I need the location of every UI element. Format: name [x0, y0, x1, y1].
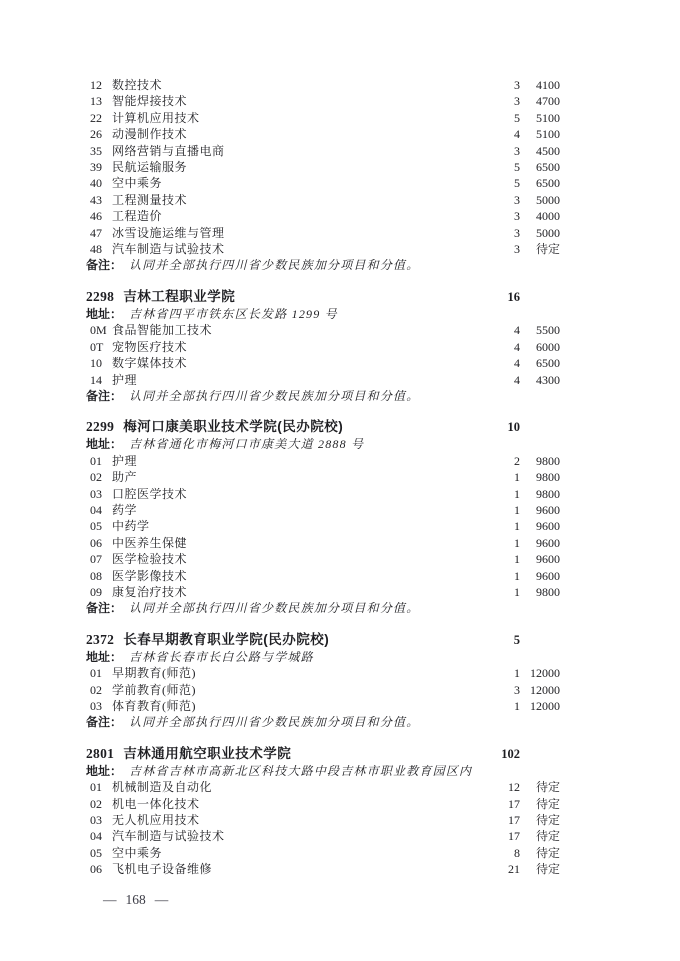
college-address-row [86, 763, 560, 779]
major-code: 03 [90, 813, 102, 828]
major-tuition-fee: 4500 [536, 143, 560, 158]
major-name: 智能焊接技术 [112, 94, 188, 109]
major-name: 汽车制造与试验技术 [112, 242, 225, 257]
major-code: 22 [90, 110, 102, 125]
major-row [86, 93, 560, 109]
major-plan-count: 1 [514, 666, 520, 681]
major-tuition-fee: 待定 [535, 845, 560, 860]
majors-list [86, 77, 560, 257]
college-name: 吉林工程职业学院 [123, 288, 236, 304]
major-code: 04 [90, 502, 102, 517]
major-row [86, 322, 560, 338]
major-code: 46 [90, 209, 102, 224]
major-name: 民航运输服务 [112, 160, 188, 175]
major-tuition-fee: 6000 [536, 339, 560, 354]
major-tuition-fee: 5000 [536, 225, 560, 240]
major-row [86, 502, 560, 518]
major-code: 05 [90, 845, 102, 860]
major-row [86, 372, 560, 388]
major-plan-count: 3 [514, 192, 520, 207]
major-name: 口腔医学技术 [112, 486, 188, 501]
major-name: 助产 [112, 470, 138, 485]
major-name: 数字媒体技术 [112, 356, 188, 371]
major-tuition-fee: 6500 [536, 176, 560, 191]
major-name: 无人机应用技术 [112, 813, 200, 828]
sections-container [86, 77, 560, 878]
remark-row [86, 600, 560, 616]
major-tuition-fee: 9800 [536, 453, 560, 468]
major-plan-count: 1 [514, 486, 520, 501]
college-section [86, 745, 560, 878]
major-tuition-fee: 12000 [530, 666, 560, 681]
majors-list [86, 779, 560, 877]
footer-dash-left: — [103, 892, 117, 907]
major-tuition-fee: 4700 [536, 94, 560, 109]
remark-label: 备注： [86, 715, 123, 730]
major-tuition-fee: 5100 [536, 127, 560, 142]
major-name: 医学影像技术 [112, 568, 188, 583]
major-name: 中药学 [112, 519, 150, 534]
major-code: 01 [90, 780, 102, 795]
major-plan-count: 1 [514, 584, 520, 599]
major-tuition-fee: 9800 [536, 486, 560, 501]
major-name: 冰雪设施运维与管理 [112, 225, 225, 240]
major-code: 02 [90, 470, 102, 485]
college-total-count: 102 [501, 746, 520, 761]
major-code: 06 [90, 862, 102, 877]
major-tuition-fee: 待定 [535, 780, 560, 795]
college-total-count: 5 [513, 632, 520, 647]
remark-text: 认同并全部执行四川省少数民族加分项目和分值。 [129, 601, 420, 616]
major-plan-count: 3 [514, 94, 520, 109]
major-code: 14 [90, 372, 102, 387]
major-row [86, 126, 560, 142]
major-name: 早期教育(师范) [112, 666, 196, 681]
major-row [86, 845, 560, 861]
major-name: 宠物医疗技术 [112, 339, 188, 354]
major-row [86, 175, 560, 191]
major-code: 07 [90, 552, 102, 567]
major-tuition-fee: 4100 [536, 78, 560, 92]
major-code: 02 [90, 682, 102, 697]
major-plan-count: 17 [508, 796, 520, 811]
major-tuition-fee: 12000 [530, 699, 560, 713]
remark-label: 备注： [86, 601, 123, 616]
address-text: 吉林省通化市梅河口市康美大道 2888 号 [129, 437, 365, 452]
major-tuition-fee: 9600 [536, 502, 560, 517]
remark-text: 认同并全部执行四川省少数民族加分项目和分值。 [129, 388, 420, 403]
major-tuition-fee: 待定 [535, 829, 560, 844]
major-code: 05 [90, 519, 102, 534]
address-text: 吉林省长春市长白公路与学城路 [129, 649, 314, 664]
major-row [86, 225, 560, 241]
major-tuition-fee: 9800 [536, 470, 560, 485]
major-plan-count: 1 [514, 502, 520, 517]
major-plan-count: 1 [514, 535, 520, 550]
major-tuition-fee: 5500 [536, 323, 560, 338]
college-name: 吉林通用航空职业技术学院 [123, 745, 292, 761]
major-name: 中医养生保健 [112, 535, 188, 550]
major-code: 03 [90, 486, 102, 501]
major-code: 40 [90, 176, 102, 191]
major-row [86, 518, 560, 534]
major-code: 0T [90, 339, 104, 354]
page-footer [103, 892, 168, 908]
major-row [86, 143, 560, 159]
major-plan-count: 2 [514, 453, 520, 468]
major-plan-count: 5 [514, 176, 520, 191]
major-row [86, 698, 560, 714]
college-total-count: 16 [507, 289, 520, 304]
major-row [86, 486, 560, 502]
major-code: 01 [90, 666, 102, 681]
college-address-row [86, 649, 560, 665]
major-row [86, 551, 560, 567]
major-row [86, 665, 560, 681]
major-name: 体育教育(师范) [112, 699, 196, 713]
major-name: 康复治疗技术 [112, 584, 188, 599]
college-code: 2801 [86, 745, 115, 761]
major-row [86, 159, 560, 175]
major-code: 13 [90, 94, 102, 109]
major-code: 0M [90, 323, 107, 338]
major-name: 护理 [112, 372, 138, 387]
major-name: 食品智能加工技术 [112, 323, 213, 338]
major-name: 工程测量技术 [112, 192, 188, 207]
major-name: 工程造价 [112, 209, 163, 224]
major-code: 35 [90, 143, 102, 158]
remark-row [86, 388, 560, 404]
major-row [86, 208, 560, 224]
major-name: 护理 [112, 453, 138, 468]
college-section [86, 418, 560, 616]
college-code: 2299 [86, 419, 115, 435]
major-plan-count: 4 [514, 372, 520, 387]
major-plan-count: 8 [514, 845, 520, 860]
major-plan-count: 4 [514, 127, 520, 142]
major-plan-count: 3 [514, 682, 520, 697]
major-code: 01 [90, 453, 102, 468]
remark-label: 备注： [86, 258, 123, 273]
major-tuition-fee: 待定 [535, 242, 560, 257]
college-section [86, 77, 560, 274]
major-row [86, 861, 560, 877]
major-plan-count: 17 [508, 829, 520, 844]
college-total-count: 10 [507, 420, 520, 435]
major-tuition-fee: 待定 [535, 813, 560, 828]
major-plan-count: 3 [514, 242, 520, 257]
majors-list [86, 322, 560, 388]
major-plan-count: 5 [514, 160, 520, 175]
major-tuition-fee: 4300 [536, 372, 560, 387]
major-tuition-fee: 5000 [536, 192, 560, 207]
major-code: 12 [90, 78, 102, 92]
major-name: 机械制造及自动化 [112, 780, 213, 795]
major-code: 26 [90, 127, 102, 142]
major-name: 数控技术 [112, 78, 163, 92]
major-row [86, 110, 560, 126]
major-row [86, 812, 560, 828]
page-number: 168 [125, 892, 146, 907]
major-name: 药学 [112, 502, 138, 517]
college-header [86, 631, 560, 649]
major-plan-count: 1 [514, 470, 520, 485]
major-row [86, 796, 560, 812]
major-name: 空中乘务 [112, 845, 163, 860]
major-plan-count: 1 [514, 568, 520, 583]
major-tuition-fee: 待定 [535, 796, 560, 811]
college-code: 2298 [86, 288, 115, 304]
major-plan-count: 1 [514, 519, 520, 534]
major-plan-count: 4 [514, 356, 520, 371]
major-plan-count: 12 [508, 780, 520, 795]
college-address-row [86, 306, 560, 322]
major-plan-count: 17 [508, 813, 520, 828]
major-tuition-fee: 5100 [536, 110, 560, 125]
major-row [86, 453, 560, 469]
address-label: 地址： [86, 763, 123, 778]
major-tuition-fee: 4000 [536, 209, 560, 224]
major-row [86, 77, 560, 93]
college-header [86, 745, 560, 763]
major-name: 飞机电子设备维修 [112, 862, 213, 877]
major-code: 02 [90, 796, 102, 811]
college-address-row [86, 436, 560, 452]
college-code: 2372 [86, 631, 115, 647]
major-plan-count: 3 [514, 143, 520, 158]
major-plan-count: 4 [514, 339, 520, 354]
college-header [86, 288, 560, 306]
major-plan-count: 3 [514, 78, 520, 92]
address-text: 吉林省四平市铁东区长发路 1299 号 [129, 306, 338, 321]
college-section [86, 288, 560, 404]
major-code: 48 [90, 242, 102, 257]
major-name: 空中乘务 [112, 176, 163, 191]
remark-row [86, 714, 560, 730]
footer-dash-right: — [154, 892, 169, 907]
address-text: 吉林省吉林市高新北区科技大路中段吉林市职业教育园区内 [129, 763, 473, 778]
major-plan-count: 1 [514, 552, 520, 567]
major-code: 04 [90, 829, 102, 844]
remark-text: 认同并全部执行四川省少数民族加分项目和分值。 [129, 715, 420, 730]
major-tuition-fee: 12000 [530, 682, 560, 697]
college-header [86, 418, 560, 436]
major-name: 学前教育(师范) [112, 682, 196, 697]
major-row [86, 584, 560, 600]
address-label: 地址： [86, 649, 123, 664]
college-name: 梅河口康美职业技术学院(民办院校) [123, 419, 344, 435]
major-row [86, 535, 560, 551]
major-tuition-fee: 9600 [536, 552, 560, 567]
address-label: 地址： [86, 437, 123, 452]
major-plan-count: 1 [514, 699, 520, 713]
major-plan-count: 4 [514, 323, 520, 338]
major-name: 汽车制造与试验技术 [112, 829, 225, 844]
major-code: 08 [90, 568, 102, 583]
major-row [86, 779, 560, 795]
major-name: 动漫制作技术 [112, 127, 188, 142]
major-row [86, 355, 560, 371]
major-code: 03 [90, 699, 102, 713]
major-name: 医学检验技术 [112, 552, 188, 567]
major-row [86, 339, 560, 355]
major-row [86, 568, 560, 584]
remark-row [86, 257, 560, 273]
major-row [86, 241, 560, 257]
major-row [86, 828, 560, 844]
majors-list [86, 665, 560, 714]
remark-label: 备注： [86, 388, 123, 403]
remark-text: 认同并全部执行四川省少数民族加分项目和分值。 [129, 258, 420, 273]
major-code: 39 [90, 160, 102, 175]
major-tuition-fee: 9600 [536, 568, 560, 583]
major-plan-count: 21 [508, 862, 520, 877]
major-row [86, 192, 560, 208]
major-tuition-fee: 6500 [536, 356, 560, 371]
address-label: 地址： [86, 306, 123, 321]
major-row [86, 469, 560, 485]
major-name: 网络营销与直播电商 [112, 143, 225, 158]
college-section [86, 631, 560, 731]
major-name: 计算机应用技术 [112, 110, 200, 125]
major-code: 47 [90, 225, 102, 240]
major-plan-count: 3 [514, 209, 520, 224]
major-tuition-fee: 9600 [536, 535, 560, 550]
major-code: 06 [90, 535, 102, 550]
major-name: 机电一体化技术 [112, 796, 200, 811]
major-tuition-fee: 9600 [536, 519, 560, 534]
major-plan-count: 5 [514, 110, 520, 125]
major-code: 09 [90, 584, 102, 599]
college-name: 长春早期教育职业学院(民办院校) [123, 631, 330, 647]
majors-list [86, 453, 560, 601]
major-code: 43 [90, 192, 102, 207]
major-tuition-fee: 9800 [536, 584, 560, 599]
major-tuition-fee: 6500 [536, 160, 560, 175]
major-tuition-fee: 待定 [535, 862, 560, 877]
major-code: 10 [90, 356, 102, 371]
major-plan-count: 3 [514, 225, 520, 240]
major-row [86, 682, 560, 698]
